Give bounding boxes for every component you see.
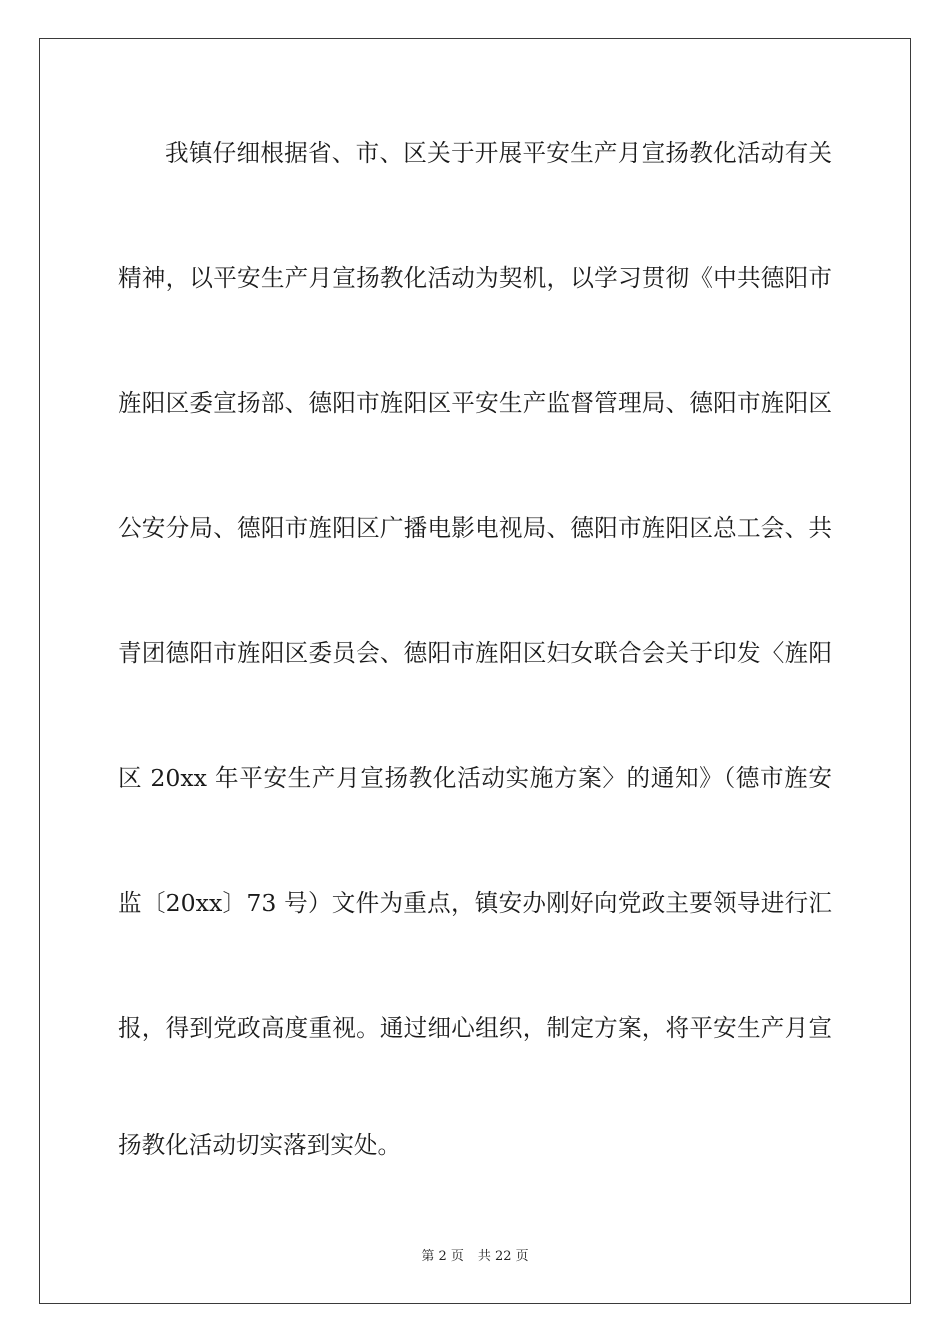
page-number: 第 2 页 [421, 1249, 464, 1264]
paragraph-line-4: 公安分局、德阳市旌阳区广播电影电视局、德阳市旌阳区总工会、共 [118, 514, 832, 542]
paragraph-line-8: 报，得到党政高度重视。通过细心组织，制定方案，将平安生产月宣 [118, 1014, 832, 1042]
paragraph-line-1: 我镇仔细根据省、市、区关于开展平安生产月宣扬教化活动有关 [165, 139, 832, 167]
paragraph-line-7: 监〔20xx〕73 号）文件为重点，镇安办刚好向党政主要领导进行汇 [118, 889, 832, 917]
paragraph-line-9: 扬教化活动切实落到实处。 [118, 1131, 402, 1159]
paragraph-line-6: 区 20xx 年平安生产月宣扬教化活动实施方案〉的通知》（德市旌安 [118, 764, 832, 792]
page-total: 共 22 页 [477, 1249, 529, 1264]
page-footer [0, 1248, 950, 1266]
paragraph-line-2: 精神，以平安生产月宣扬教化活动为契机，以学习贯彻《中共德阳市 [118, 264, 832, 292]
paragraph-line-5: 青团德阳市旌阳区委员会、德阳市旌阳区妇女联合会关于印发〈旌阳 [118, 639, 832, 667]
page-border [39, 38, 911, 1304]
paragraph-line-3: 旌阳区委宣扬部、德阳市旌阳区平安生产监督管理局、德阳市旌阳区 [118, 389, 832, 417]
